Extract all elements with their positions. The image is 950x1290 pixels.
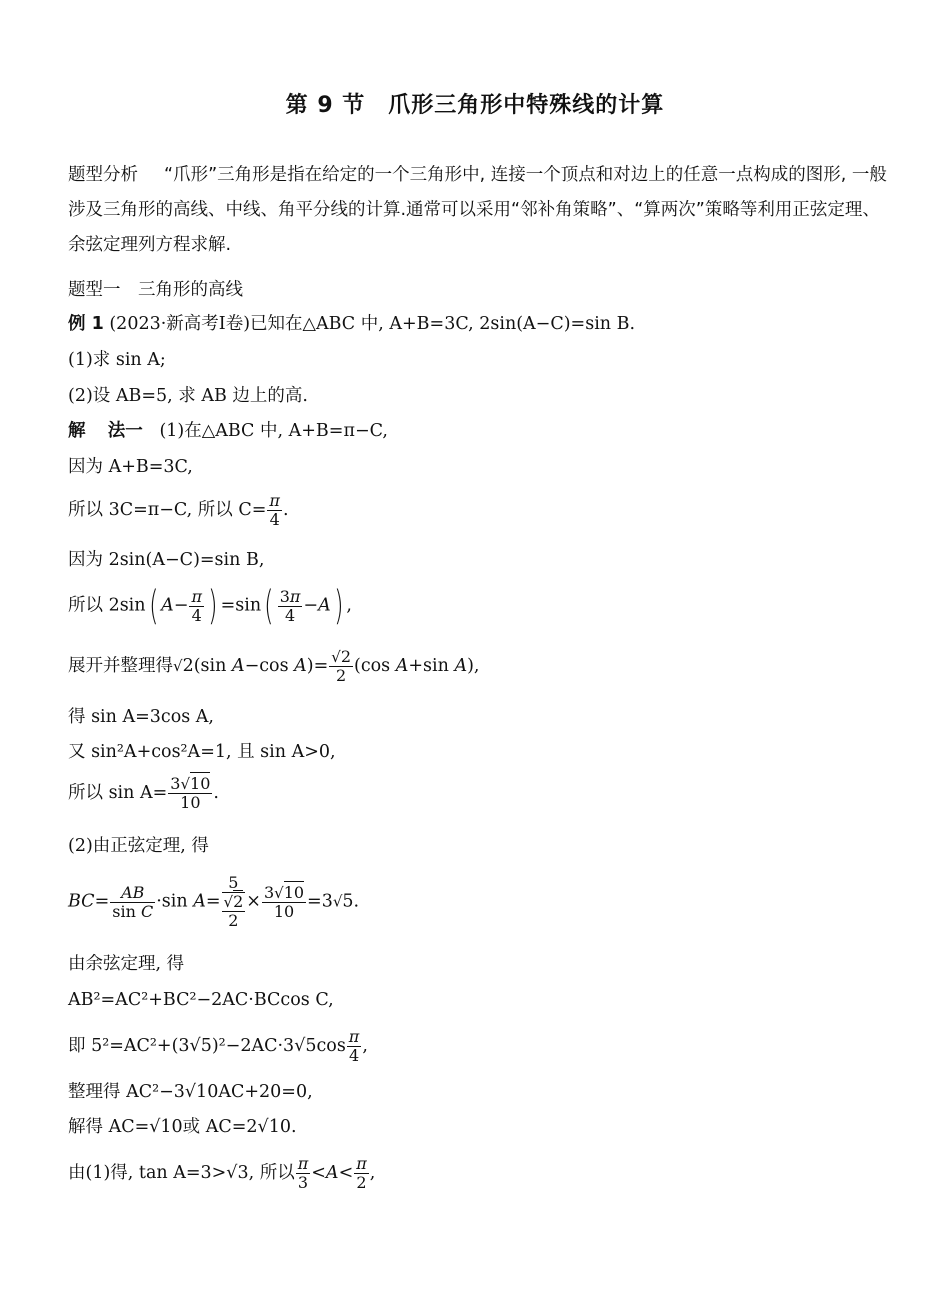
solution-text-14: 即 5²=AC²+(3√5)²−2AC·3√5cos (68, 1036, 346, 1056)
example-label: 例 1 (68, 314, 104, 334)
solution-line-4: 因为 2sin(A−C)=sin B, (68, 550, 265, 570)
solution-line-11: BC= $\frac{AB}{\text{sin C}}$ ·sin A= 5 √2 2 × $\frac{3√10}{10}$ =3√5. (68, 873, 360, 930)
solution-line-8: 又 sin²A+cos²A=1, 且 sin A>0, (68, 742, 336, 762)
solution-text-3: 所以 3C=π−C, 所以 C= (68, 500, 267, 520)
example-line (68, 312, 635, 336)
solution-line-7: 得 sin A=3cos A, (68, 707, 214, 727)
solution-line-10: (2)由正弦定理, 得 (68, 836, 209, 856)
page-title: 第 9 节 爪形三角形中特殊线的计算 (285, 93, 665, 118)
intro-text: “爪形”三角形是指在给定的一个三角形中, 连接一个顶点和对边上的任意一点构成的图形, 一般涉及三角形的高线、中线、角平分线的计算.通常可以采用“邻补角策略”、“算两次”策略等利用正弦定理、余弦定理列方程求解. (68, 165, 887, 255)
solution-line-1 (68, 419, 388, 443)
solution-line-6: 展开并整理得√2(sin A−cos A)= $\frac{√2}{2}$ (cos A+sin A), (68, 647, 480, 685)
solution-text-9: 所以 sin A= (68, 783, 168, 803)
solution-line-12: 由余弦定理, 得 (68, 954, 185, 974)
solution-line-15: 整理得 AC²−3√10AC+20=0, (68, 1082, 313, 1102)
solution-line-14: 即 5²=AC²+(3√5)²−2AC·3√5cos $\frac{\pi}{4}$ , (68, 1027, 368, 1065)
question-1: (1)求 sin A; (68, 350, 166, 370)
solution-label: 解 (68, 421, 86, 441)
solution-text-6: 展开并整理得 (68, 656, 173, 676)
intro-paragraph (68, 158, 888, 263)
solution-text-5: 所以 2sin (68, 595, 146, 616)
intro-label: 题型分析 (68, 165, 138, 185)
solution-line-3: 所以 3C=π−C, 所以 C= $\frac{\pi}{4}$ . (68, 491, 289, 529)
question-2: (2)设 AB=5, 求 AB 边上的高. (68, 386, 308, 406)
method-label: 法一 (107, 421, 143, 441)
solution-line-5: 所以 2sin( A− $\frac{\pi}{4}$ ) =sin( $\frac{3\pi}{4}$ −A) , (68, 583, 352, 629)
section-heading: 题型一 三角形的高线 (68, 280, 243, 300)
solution-text-1: (1)在△ABC 中, A+B=π−C, (159, 421, 388, 441)
solution-line-13: AB²=AC²+BC²−2AC·BCcos C, (68, 990, 334, 1010)
solution-line-16: 解得 AC=√10或 AC=2√10. (68, 1117, 297, 1137)
solution-line-2: 因为 A+B=3C, (68, 457, 193, 477)
solution-line-9: 所以 sin A= $\frac{3√10}{10}$ . (68, 774, 219, 812)
example-statement: (2023·新高考Ⅰ卷)已知在△ABC 中, A+B=3C, 2sin(A−C)=sin B. (109, 314, 636, 334)
solution-text-17: 由(1)得, tan A=3>√3, 所以 (68, 1163, 295, 1183)
solution-line-17: 由(1)得, tan A=3>√3, 所以 $\frac{\pi}{3}$ <A< $\frac{\pi}{2}$ , (68, 1154, 376, 1192)
fraction-pi-over-4: $\frac{\pi}{4}$ (269, 491, 280, 529)
